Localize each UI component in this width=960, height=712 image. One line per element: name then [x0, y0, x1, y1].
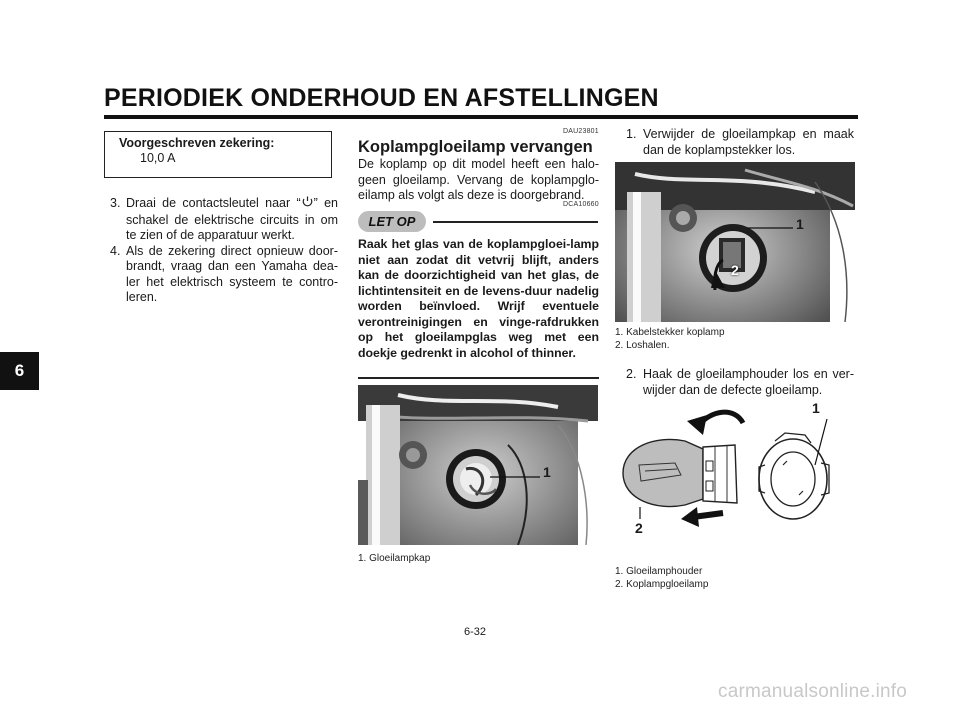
caption-line: 1. Gloeilampkap: [358, 553, 431, 564]
section-code: DAU23801: [563, 128, 599, 135]
fuse-spec-value: 10,0 A: [140, 151, 176, 165]
callout-1: 1: [812, 400, 820, 416]
headlight-connector-photo: [615, 162, 855, 322]
caption-line: 2. Loshalen.: [615, 339, 670, 351]
callout-2: 2: [731, 262, 739, 278]
header-rule: [104, 115, 858, 119]
caution-badge: LET OP: [358, 211, 426, 232]
diagram-3-caption: [615, 566, 708, 591]
callout-1: 1: [796, 216, 804, 232]
step-number: 1.: [626, 127, 637, 141]
step-text: Verwijder de gloeilampkap en maak dan de koplampstekker los.: [643, 127, 854, 157]
bulb-holder-diagram: [615, 395, 855, 555]
caption-line: 2. Koplampgloeilamp: [615, 578, 709, 590]
caution-top-line: [433, 221, 598, 223]
section-intro: De koplamp op dit model heeft een halo-geen gloeilamp. Vervang de koplampglo-eilamp als volgt als deze is doorgebrand.: [358, 157, 599, 202]
fuse-spec-box: [104, 131, 332, 178]
right-step-2: [626, 367, 854, 398]
ignition-key-icon: [301, 196, 314, 213]
step-3: [110, 196, 338, 244]
chapter-tab[interactable]: 6: [0, 352, 39, 390]
callout-1: 1: [543, 464, 551, 480]
caption-line: 1. Gloeilamphouder: [615, 566, 703, 577]
rotation-arrow-icon: [687, 412, 743, 435]
photo-1-caption: [358, 553, 430, 566]
step-number: 3.: [110, 196, 121, 210]
fuse-spec-label: Voorgeschreven zekering:: [119, 136, 275, 150]
section-title: Koplampgloeilamp vervangen: [358, 138, 593, 156]
step-4: [110, 244, 338, 306]
step-text-part: Draai de contactsleutel naar “: [126, 196, 301, 210]
caution-bottom-rule: [358, 377, 599, 379]
caption-line: 1. Kabelstekker koplamp: [615, 327, 725, 338]
photo-2-caption: [615, 327, 725, 352]
headlight-cover-photo: [358, 385, 598, 545]
left-steps: [110, 196, 338, 306]
right-step-1: [626, 127, 854, 158]
step-text: Als de zekering direct opnieuw door-brandt, vraag dan een Yamaha dea-ler het elektrisch systeem te contro-leren.: [126, 243, 338, 304]
watermark[interactable]: carmanualsonline.info: [718, 681, 908, 702]
page-title: PERIODIEK ONDERHOUD EN AFSTELLINGEN: [104, 84, 659, 112]
step-number: 2.: [626, 367, 637, 381]
step-text-part: ” en schakel de elektrische circuits in om te zien of de apparatuur werkt.: [126, 196, 338, 242]
step-text: [126, 196, 338, 244]
page-number: 6-32: [464, 626, 487, 638]
page-header: [104, 84, 858, 119]
caution-text: Raak het glas van de koplampgloei-lamp niet aan zodat dit vetvrij blijft, anders kan de doorzichtigheid van het glas, de lichtintensiteit en de levens-duur nadelig worden beïnvloed. Wrijf eventuele verontreinigingen en vinge-rafdrukken op het gloeilampglas weg met een doekje gedrenkt in alcohol of thinner.: [358, 237, 599, 360]
step-number: 4.: [110, 243, 121, 258]
pull-arrow-icon: [681, 507, 723, 527]
step-text: Haak de gloeilamphouder los en ver-wijder dan de defecte gloeilamp.: [643, 367, 854, 397]
callout-2: 2: [635, 520, 643, 536]
caution-code: DCA10660: [563, 201, 599, 208]
